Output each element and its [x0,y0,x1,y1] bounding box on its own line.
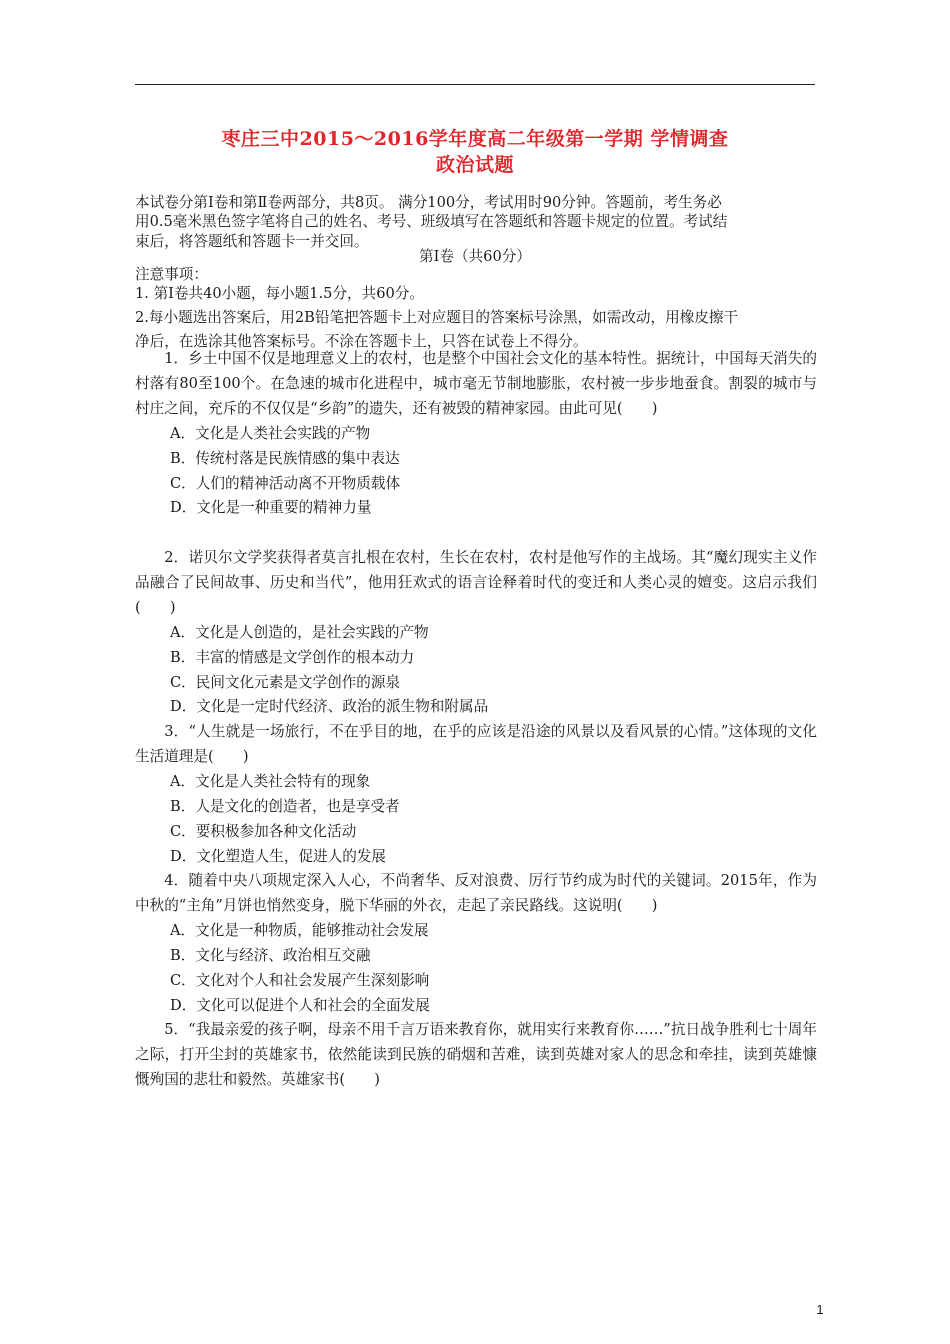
question-stem: 5．“我最亲爱的孩子啊，母亲不用千言万语来教育你，就用实行来教育你……”抗日战争胜利七十周年之际，打开尘封的英雄家书，依然能读到民族的硝烟和苦难，读到英雄对家人的思念和牵挂，读到英雄慷慨殉国的悲壮和毅然。英雄家书( ) [135,1021,817,1088]
option-c: C．要积极参加各种文化活动 [170,822,357,840]
exam-subtitle: 政治试题 [435,154,514,176]
option-a: A．文化是人类社会实践的产物 [170,424,371,442]
option-d: D．文化可以促进个人和社会的全面发展 [170,996,430,1014]
question-2 [135,546,817,720]
question-stem: 4．随着中央八项规定深入人心，不尚奢华、反对浪费、厉行节约成为时代的关键词。2015年，作为中秋的“主角”月饼也悄然变身，脱下华丽的外衣，走起了亲民路线。这说明( ) [135,872,817,914]
option-b: B．丰富的情感是文学创作的根本动力 [170,648,415,666]
intro-line: 用0.5毫米黑色签字笔将自己的姓名、考号、班级填写在答题纸和答题卡规定的位置。考试结 [135,213,728,231]
question-stem: 1．乡土中国不仅是地理意义上的农村，也是整个中国社会文化的基本特性。据统计，中国每天消失的村落有80至100个。在急速的城市化进程中，城市毫无节制地膨胀，农村被一步步地蚕食。割裂的城市与村庄之间，充斥的不仅仅是“乡韵”的遗失，还有被毁的精神家园。由此可见( ) [135,350,817,417]
notes [135,265,817,351]
question-4 [135,869,817,1018]
option-d: D．文化是一定时代经济、政治的派生物和附属品 [170,698,489,716]
exam-title: 枣庄三中2015～2016学年度高二年级第一学期 学情调查 [221,128,729,150]
section-title: 第Ⅰ卷（共60分） [419,248,531,265]
option-b: B．传统村落是民族情感的集中表达 [170,449,400,467]
question-stem: 2．诺贝尔文学奖获得者莫言扎根在农村，生长在农村，农村是他写作的主战场。其“魔幻现实主义作品融合了民间故事、历史和当代”，他用狂欢式的语言诠释着时代的变迁和人类心灵的嬗变。这启示我们( ) [135,549,817,616]
notes-item: 2.每小题选出答案后，用2B铅笔把答题卡上对应题目的答案标号涂黑，如需改动，用橡皮擦干 [135,309,739,326]
option-d: D．文化塑造人生，促进人的发展 [170,847,387,865]
question-5 [135,1018,817,1093]
option-c: C．人们的精神活动离不开物质载体 [170,474,401,492]
option-c: C．民间文化元素是文学创作的源泉 [170,673,401,691]
option-b: B．文化与经济、政治相互交融 [170,946,371,964]
header-rule [135,84,815,85]
notes-item: 净后，在选涂其他答案标号。不涂在答题卡上，只答在试卷上不得分。 [135,333,588,350]
option-a: A．文化是人创造的，是社会实践的产物 [170,623,429,641]
question-3 [135,720,817,869]
intro-line: 本试卷分第Ⅰ卷和第Ⅱ卷两部分，共8页。 满分100分，考试用时90分钟。答题前，考生务必 [135,194,722,211]
option-a: A．文化是一种物质，能够推动社会发展 [170,921,429,939]
option-a: A．文化是人类社会特有的现象 [170,772,371,790]
question-stem: 3．“人生就是一场旅行，不在乎目的地，在乎的应该是沿途的风景以及看风景的心情。”这体现的文化生活道理是( ) [135,723,817,765]
exam-intro [135,193,817,251]
option-b: B．人是文化的创造者，也是享受者 [170,797,400,815]
notes-heading: 注意事项： [135,266,208,283]
option-c: C．文化对个人和社会发展产生深刻影响 [170,971,430,989]
notes-item: 1. 第Ⅰ卷共40小题，每小题1.5分，共60分。 [135,285,424,302]
intro-line: 束后，将答题纸和答题卡一并交回。 [135,232,369,250]
option-d: D．文化是一种重要的精神力量 [170,499,372,517]
question-1 [135,347,817,521]
page-number: 1 [816,1302,824,1317]
